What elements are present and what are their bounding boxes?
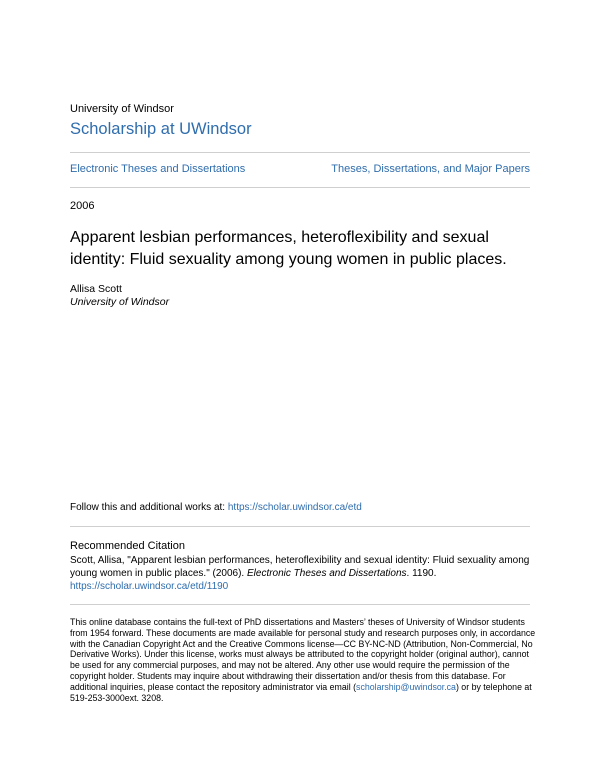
author-affiliation: University of Windsor	[70, 296, 170, 308]
notice-text: This online database contains the full-text of PhD dissertations and Masters’ theses of University of Windsor students from 1954 forward. These documents are made available for personal study and research purposes only, in accordance with the Canadian Copyright Act and the Creative Commons license—CC BY-NC-ND (Attribution, Non-Commercial, No Derivative Works). Under this license, works must always be attributed to the copyright holder (original author), cannot be used for any commercial purposes, and may not be altered. Any other use would require the permission of the copyright holder. Students may inquire about withdrawing their dissertation and/or thesis from this database. For additional inquiries, please contact the repository administrator via email (	[70, 617, 536, 692]
divider-collections	[70, 187, 530, 188]
follow-text: Follow this and additional works at:	[70, 502, 228, 513]
citation-journal: Electronic Theses and Dissertations	[246, 568, 407, 579]
collection-link-right[interactable]: Theses, Dissertations, and Major Papers	[331, 163, 530, 175]
copyright-notice	[70, 617, 540, 703]
divider-notice	[70, 604, 530, 605]
divider-citation	[70, 526, 530, 527]
university-name: University of Windsor	[70, 103, 174, 115]
follow-url-link[interactable]: https://scholar.uwindsor.ca/etd	[227, 502, 362, 513]
notice-text-after: ) or by telephone at 519-253-3000ext. 3208.	[70, 681, 532, 703]
author-name: Allisa Scott	[70, 283, 122, 295]
citation-block	[70, 554, 530, 593]
document-title: Apparent lesbian performances, heteroflexibility and sexual identity: Fluid sexuality among young women in public places.	[70, 229, 507, 268]
citation-url-link[interactable]: https://scholar.uwindsor.ca/etd/1190	[70, 581, 229, 592]
divider-top	[70, 152, 530, 153]
citation-heading: Recommended Citation	[70, 540, 185, 552]
citation-text-after: . 1190.	[406, 568, 437, 579]
collection-link-left[interactable]: Electronic Theses and Dissertations	[70, 163, 246, 175]
citation-text: Scott, Allisa, "Apparent lesbian performances, heteroflexibility and sexual identity: Fluid sexuality among young women in public places." (2006).	[70, 555, 530, 579]
follow-line	[70, 502, 362, 513]
repository-link[interactable]: Scholarship at UWindsor	[70, 120, 252, 138]
publication-year: 2006	[70, 200, 95, 212]
notice-email-link[interactable]: scholarship@uwindsor.ca	[356, 681, 456, 692]
